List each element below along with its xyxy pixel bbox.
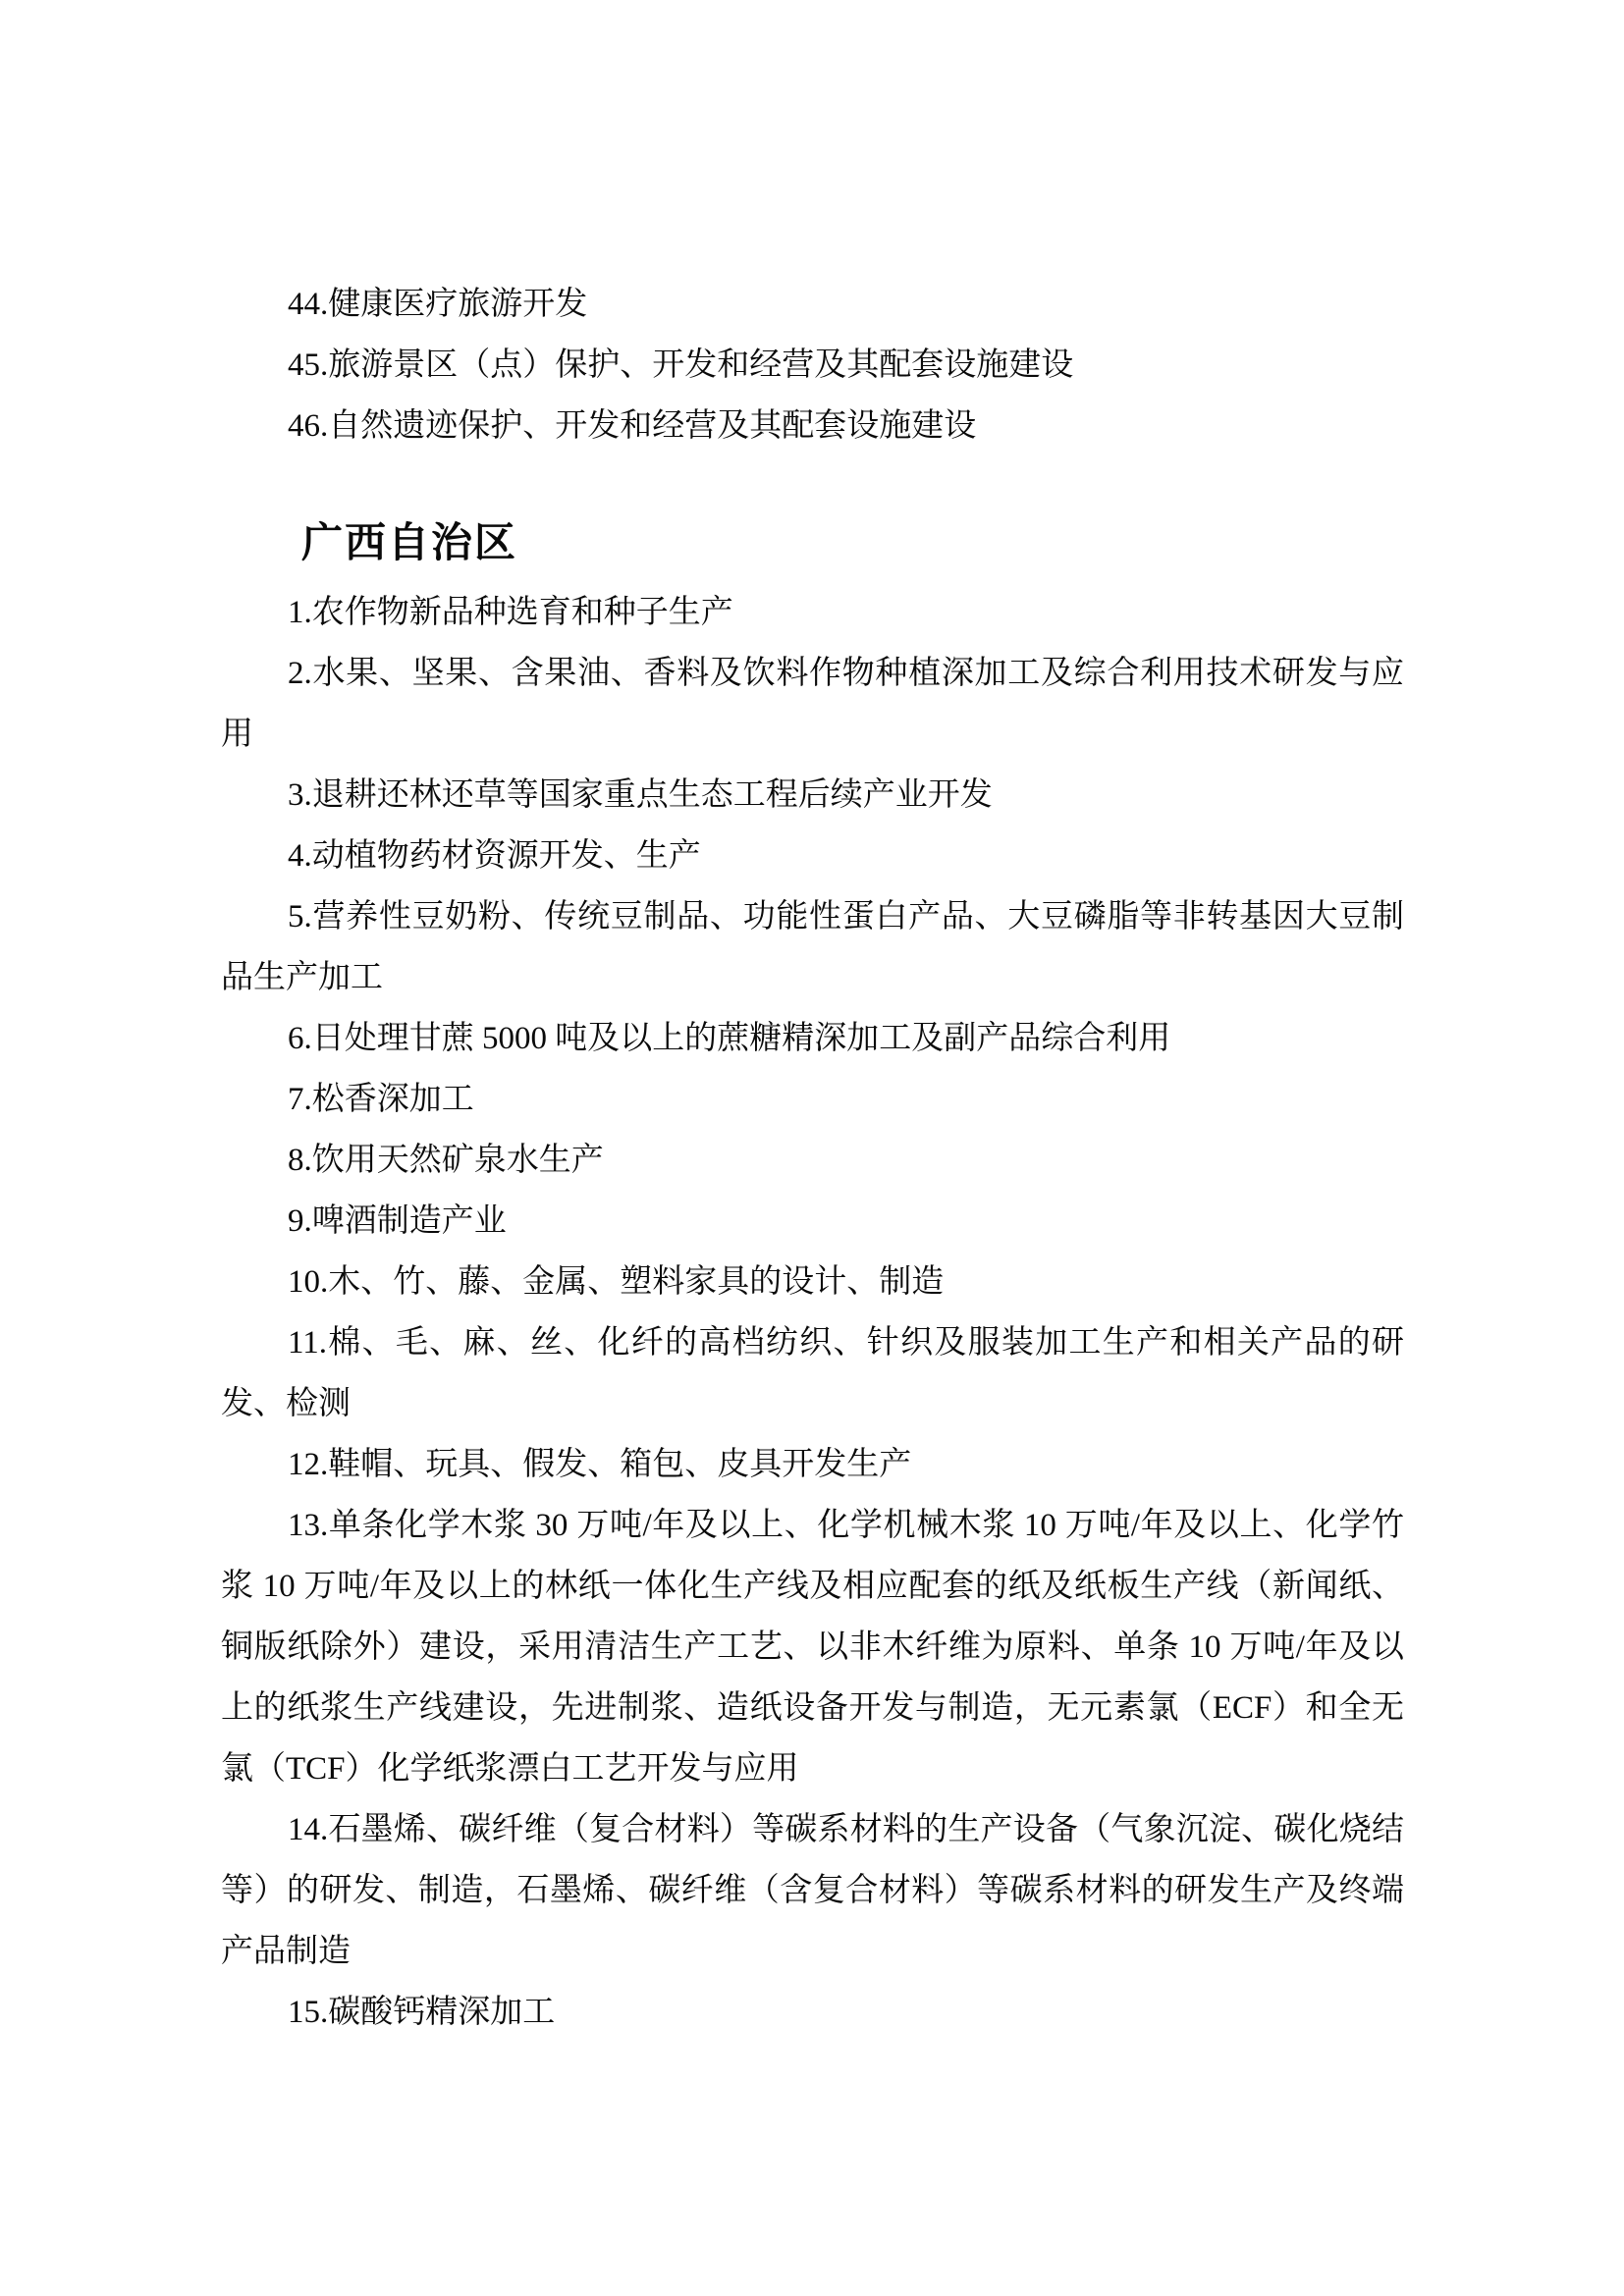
section-item-3: 3.退耕还林还草等国家重点生态工程后续产业开发: [288, 777, 993, 813]
section-item-1: 1.农作物新品种选育和种子生产: [288, 595, 733, 630]
section-item-7: 7.松香深加工: [288, 1082, 474, 1117]
section-item-8: 8.饮用天然矿泉水生产: [288, 1143, 604, 1178]
section-item-9: 9.啤酒制造产业: [288, 1203, 507, 1239]
section-item-15: 15.碳酸钙精深加工: [288, 1995, 556, 2030]
section-item-5: 5.营养性豆奶粉、传统豆制品、功能性蛋白产品、大豆磷脂等非转基因大豆制品生产加工: [221, 899, 1404, 995]
section-item-10: 10.木、竹、藤、金属、塑料家具的设计、制造: [288, 1264, 945, 1300]
section-item-12: 12.鞋帽、玩具、假发、箱包、皮具开发生产: [288, 1447, 912, 1482]
section-item-13: 13.单条化学木浆 30 万吨/年及以上、化学机械木浆 10 万吨/年及以上、化学竹浆 10 万吨/年及以上的林纸一体化生产线及相应配套的纸及纸板生产线（新闻纸、铜版纸除外）建设，采用清洁生产工艺、以非木纤维为原料、单条 10 万吨/年及以上的纸浆生产线建设，先进制浆、造纸设备开发与制造，无元素氯（ECF）和全无氯（TCF）化学纸浆漂白工艺开发与应用: [221, 1508, 1404, 1787]
section-item-2: 2.水果、坚果、含果油、香料及饮料作物种植深加工及综合利用技术研发与应用: [221, 656, 1404, 752]
document-body: [221, 274, 1404, 2043]
section-item-14: 14.石墨烯、碳纤维（复合材料）等碳系材料的生产设备（气象沉淀、碳化烧结等）的研发、制造，石墨烯、碳纤维（含复合材料）等碳系材料的研发生产及终端产品制造: [221, 1812, 1404, 1969]
section-item-6: 6.日处理甘蔗 5000 吨及以上的蔗糖精深加工及副产品综合利用: [288, 1021, 1171, 1056]
section-item-11: 11.棉、毛、麻、丝、化纤的高档纺织、针织及服装加工生产和相关产品的研发、检测: [221, 1325, 1404, 1421]
prev-section-item-44: 44.健康医疗旅游开发: [288, 287, 588, 322]
prev-section-item-46: 46.自然遗迹保护、开发和经营及其配套设施建设: [288, 408, 977, 444]
prev-section-item-45: 45.旅游景区（点）保护、开发和经营及其配套设施建设: [288, 347, 1074, 383]
section-item-4: 4.动植物药材资源开发、生产: [288, 838, 701, 874]
section-heading-guangxi: 广西自治区: [301, 519, 518, 565]
